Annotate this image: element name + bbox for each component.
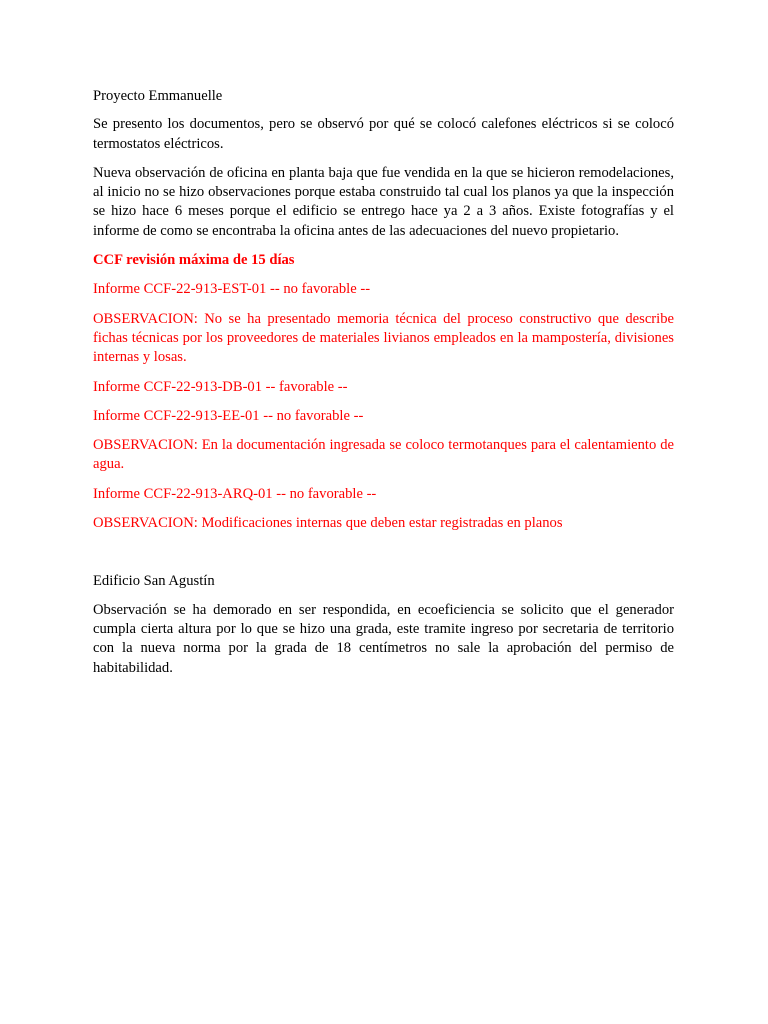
section-spacer — [93, 543, 674, 572]
observation-est: OBSERVACION: No se ha presentado memoria técnica del proceso constructivo que describe fichas técnicas por los proveedores de materiales livianos empleados en la mampostería, divisiones internas y losas. — [93, 310, 674, 366]
report-arq: Informe CCF-22-913-ARQ-01 -- no favorable -- — [93, 485, 377, 502]
report-db: Informe CCF-22-913-DB-01 -- favorable -- — [93, 378, 348, 395]
observation-arq: OBSERVACION: Modificaciones internas que deben estar registradas en planos — [93, 515, 563, 532]
observation-ee: OBSERVACION: En la documentación ingresada se coloco termotanques para el calentamiento de agua. — [93, 437, 674, 473]
project-title-emmanuelle: Proyecto Emmanuelle — [93, 88, 223, 104]
ccf-review-heading: CCF revisión máxima de 15 días — [93, 252, 295, 269]
document-page — [93, 87, 674, 688]
paragraph-office-observation: Nueva observación de oficina en planta baja que fue vendida en la que se hicieron remodelaciones, al inicio no se hizo observaciones porque estaba construido tal cual los planos ya que la inspección se hizo hace 6 meses porque el edificio se entrego hace ya 2 a 3 años. Existe fotografías y el informe de como se encontraba la oficina antes de las adecuaciones del nuevo propietario. — [93, 164, 674, 239]
report-est: Informe CCF-22-913-EST-01 -- no favorable -- — [93, 281, 371, 298]
project-title-san-agustin: Edificio San Agustín — [93, 573, 215, 590]
paragraph-san-agustin-observation: Observación se ha demorado en ser respondida, en ecoeficiencia se solicito que el generador cumpla cierta altura por lo que se hizo una grada, este tramite ingreso por secretaria de territorio con la nueva norma por la grada de 18 centímetros no sale la aprobación del permiso de habitabilidad. — [93, 601, 674, 676]
report-ee: Informe CCF-22-913-EE-01 -- no favorable -- — [93, 407, 364, 424]
paragraph-documents-observation: Se presento los documentos, pero se observó por qué se colocó calefones eléctricos si se colocó termostatos eléctricos. — [93, 116, 674, 152]
